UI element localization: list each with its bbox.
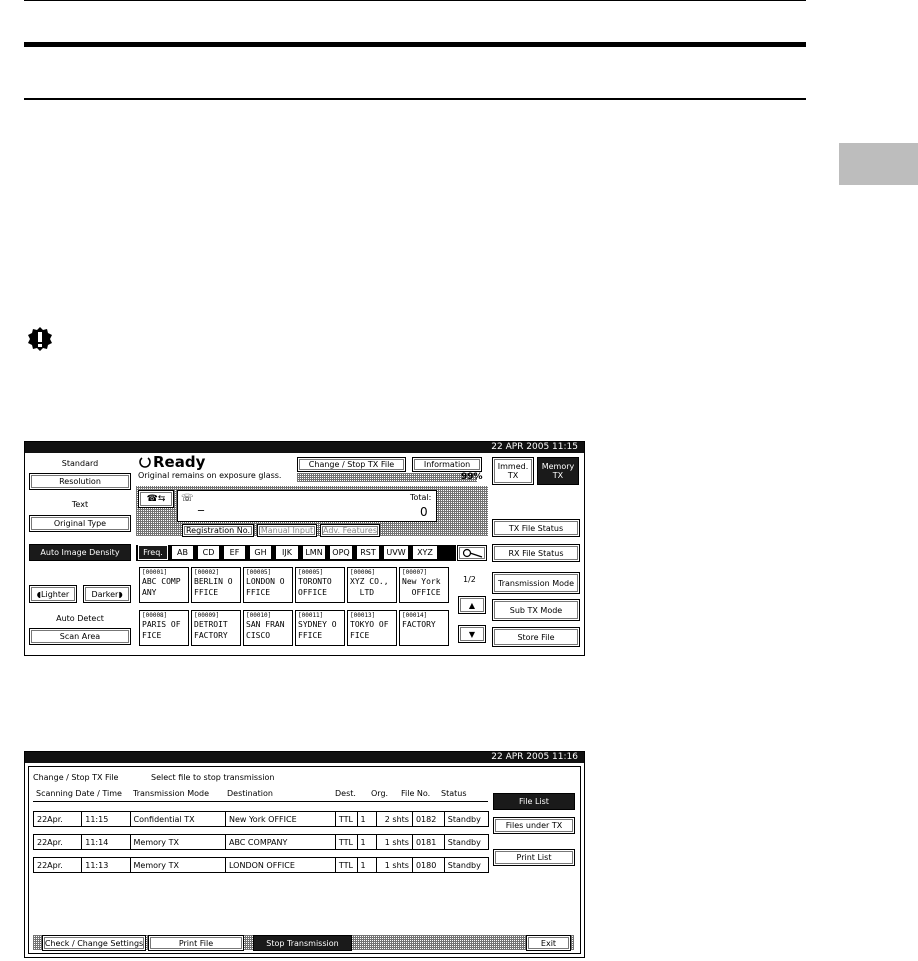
lighter-button[interactable]: ◖Lighter — [29, 585, 77, 603]
destination-key[interactable]: [00002] BERLIN O FFICE — [191, 567, 241, 603]
destination-field[interactable] — [177, 490, 437, 522]
cell-time: 11:14 — [82, 835, 130, 850]
cell-destination: LONDON OFFICE — [225, 858, 335, 873]
cell-destination: New York OFFICE — [225, 812, 335, 827]
destination-key[interactable]: [00001] ABC COMP ANY — [139, 567, 189, 603]
resolution-value: Standard — [61, 459, 99, 468]
header-rule — [24, 98, 806, 100]
exit-button[interactable]: Exit — [526, 935, 571, 951]
destination-key[interactable]: [00005] TORONTO OFFICE — [295, 567, 345, 603]
cell-status: Standby — [444, 812, 488, 827]
table-row[interactable] — [34, 812, 489, 827]
change-stop-tx-file-button[interactable]: Change / Stop TX File — [297, 457, 406, 472]
cell-file-no: 0182 — [412, 812, 444, 827]
cell-date: 22Apr. — [34, 812, 82, 827]
destination-key[interactable]: [00010] SAN FRAN CISCO — [243, 610, 293, 646]
cell-date: 22Apr. — [34, 858, 82, 873]
cell-dest-count: 1 — [357, 858, 377, 873]
destination-key[interactable]: [00011] SYDNEY O FFICE — [295, 610, 345, 646]
destination-value: _ — [198, 497, 204, 511]
registration-no-button[interactable]: Registration No. — [182, 524, 254, 537]
tab-xyz[interactable]: XYZ — [412, 545, 438, 560]
phone-switch-button[interactable] — [138, 490, 174, 508]
cell-time: 11:13 — [82, 858, 130, 873]
print-file-button[interactable]: Print File — [148, 935, 244, 951]
column-header: Status — [441, 789, 467, 798]
column-header: Org. — [371, 789, 389, 798]
circle-arrow-icon — [139, 455, 151, 469]
destination-key[interactable]: [00005] LONDON O FFICE — [243, 567, 293, 603]
phone-switch-icon: ☎⇆ — [146, 494, 166, 504]
datetime: 22 APR 2005 11:16 — [25, 752, 584, 763]
cell-dest: TTL — [335, 835, 357, 850]
immed-tx-button[interactable]: Immed. TX — [492, 457, 534, 485]
original-type-button[interactable]: Original Type — [29, 515, 131, 532]
destination-key[interactable]: [00014] FACTORY — [399, 610, 449, 646]
page-indicator: 1/2 — [463, 575, 476, 584]
cell-dest: TTL — [335, 858, 357, 873]
rx-file-status-button[interactable]: RX File Status — [492, 544, 580, 562]
transmission-mode-button[interactable]: Transmission Mode — [492, 572, 580, 594]
column-header: Transmission Mode — [133, 789, 210, 798]
column-header: Scanning Date / Time — [36, 789, 122, 798]
cell-time: 11:15 — [82, 812, 130, 827]
cell-mode: Memory TX — [130, 858, 225, 873]
stop-transmission-button[interactable]: Stop Transmission — [253, 935, 352, 951]
file-table — [33, 811, 489, 873]
information-button[interactable]: Information — [412, 457, 482, 472]
table-row[interactable] — [34, 850, 489, 858]
tab-lmn[interactable]: LMN — [302, 545, 326, 560]
tab-rst[interactable]: RST — [356, 545, 380, 560]
header-divider — [33, 801, 488, 802]
instruction: Select file to stop transmission — [151, 773, 275, 782]
tab-ef[interactable]: EF — [223, 545, 246, 560]
destination-key[interactable]: [00007] New York OFFICE — [399, 567, 449, 603]
page-up-button[interactable] — [458, 596, 486, 614]
check-change-settings-button[interactable]: Check / Change Settings — [42, 935, 146, 951]
column-header: File No. — [401, 789, 431, 798]
cell-status: Standby — [444, 858, 488, 873]
tab-cd[interactable]: CD — [197, 545, 220, 560]
memory-percent: 99% — [461, 472, 483, 482]
table-row[interactable] — [34, 858, 489, 873]
adv-features-button[interactable]: Adv. Features — [320, 524, 380, 537]
column-header: Destination — [227, 789, 273, 798]
file-list-button[interactable]: File List — [493, 793, 575, 810]
tab-ijk[interactable]: IJK — [275, 545, 299, 560]
total-value: 0 — [420, 505, 428, 519]
manual-input-button[interactable]: Manual Input — [257, 524, 317, 537]
auto-image-density-button[interactable]: Auto Image Density — [29, 544, 131, 561]
tab-freq[interactable]: Freq. — [138, 545, 168, 560]
tab-ab[interactable]: AB — [171, 545, 194, 560]
header-rule-thin — [24, 0, 806, 1]
down-arrow-icon: ▼ — [468, 629, 476, 639]
cell-org: 1 shts — [377, 835, 413, 850]
cell-file-no: 0181 — [412, 835, 444, 850]
cell-destination: ABC COMPANY — [225, 835, 335, 850]
memory-bar — [297, 473, 477, 482]
cell-status: Standby — [444, 835, 488, 850]
memory-tx-button[interactable]: Memory TX — [537, 457, 579, 485]
row-gap — [34, 827, 489, 835]
resolution-button[interactable]: Resolution — [29, 473, 131, 490]
screen-title: Change / Stop TX File — [33, 773, 119, 782]
row-gap — [34, 850, 489, 858]
important-icon — [27, 326, 53, 352]
total-label: Total: — [410, 493, 432, 502]
cell-mode: Confidential TX — [130, 812, 225, 827]
chapter-tab — [839, 143, 918, 185]
store-file-button[interactable]: Store File — [492, 627, 580, 647]
phone-icon: ☏ — [181, 493, 194, 504]
column-header: Dest. — [335, 789, 356, 798]
destination-key[interactable]: [00008] PARIS OF FICE — [139, 610, 189, 646]
cell-date: 22Apr. — [34, 835, 82, 850]
tab-opq[interactable]: OPQ — [329, 545, 353, 560]
fax-ready-screen — [24, 441, 585, 656]
change-stop-tx-file-screen — [24, 751, 585, 958]
index-tabs — [136, 545, 456, 561]
cell-org: 1 shts — [377, 858, 413, 873]
print-list-button[interactable]: Print List — [493, 849, 575, 866]
darker-button[interactable]: Darker◗ — [83, 585, 131, 603]
cell-dest: TTL — [335, 812, 357, 827]
scan-area-button[interactable]: Scan Area — [29, 628, 131, 645]
cell-dest-count: 1 — [357, 835, 377, 850]
tx-file-status-button[interactable]: TX File Status — [492, 519, 580, 537]
tab-uvw[interactable]: UVW — [383, 545, 409, 560]
up-arrow-icon: ▲ — [468, 600, 476, 610]
original-type-value: Text — [71, 500, 89, 509]
cell-mode: Memory TX — [130, 835, 225, 850]
search-icon — [461, 548, 483, 558]
header-rule-thick — [24, 42, 806, 47]
table-row[interactable] — [34, 827, 489, 835]
status-message: Original remains on exposure glass. — [138, 471, 282, 480]
sub-tx-mode-button[interactable]: Sub TX Mode — [492, 599, 580, 621]
datetime: 22 APR 2005 11:15 — [25, 442, 584, 453]
status-title: Ready — [153, 453, 206, 471]
files-under-tx-button[interactable]: Files under TX — [493, 817, 575, 834]
page-down-button[interactable] — [458, 625, 486, 643]
search-button[interactable] — [457, 545, 487, 561]
table-row[interactable] — [34, 835, 489, 850]
destination-key[interactable]: [00006] XYZ CO., LTD — [347, 567, 397, 603]
tab-gh[interactable]: GH — [249, 545, 272, 560]
scan-area-value: Auto Detect — [56, 614, 104, 623]
cell-file-no: 0180 — [412, 858, 444, 873]
destination-key[interactable]: [00009] DETROIT FACTORY — [191, 610, 241, 646]
cell-dest-count: 1 — [357, 812, 377, 827]
destination-key[interactable]: [00013] TOKYO OF FICE — [347, 610, 397, 646]
cell-org: 2 shts — [377, 812, 413, 827]
